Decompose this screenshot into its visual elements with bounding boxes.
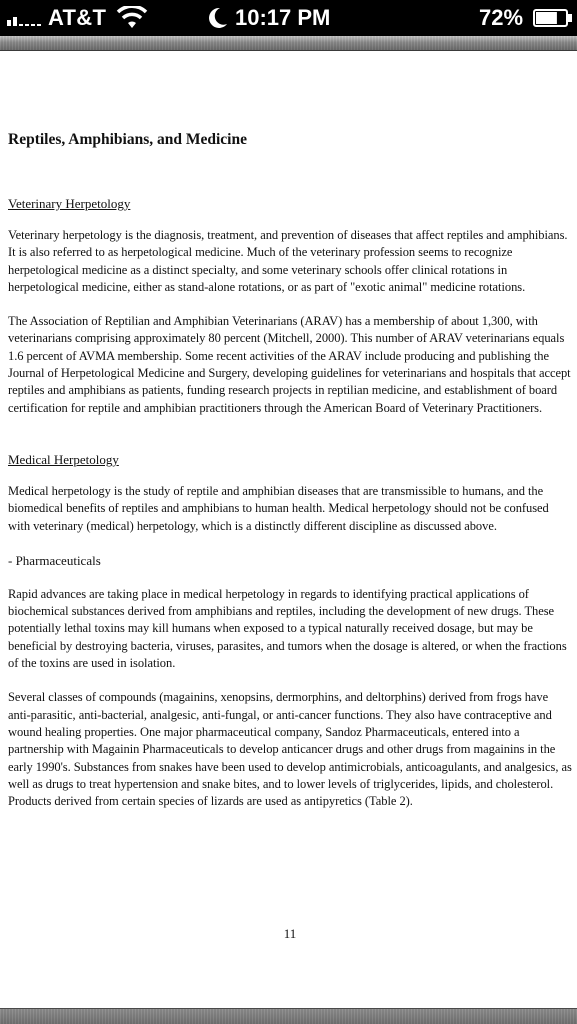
top-toolbar	[0, 36, 577, 51]
battery-icon	[533, 9, 573, 27]
battery-fill	[536, 12, 557, 24]
document-title: Reptiles, Amphibians, and Medicine	[8, 131, 247, 148]
wifi-icon	[116, 6, 148, 30]
document-page	[8, 130, 573, 810]
paragraph: Several classes of compounds (magainins, xenopsins, dermorphins, and deltorphins) derived from frogs have anti-parasitic, anti-bacterial, analgesic, anti-fungal, or anti-cancer functions. They also have contraceptive and wound healing properties. One major pharmaceutical company, Sandoz Pharmaceuticals, entered into a partnership with Magainin Pharmaceuticals to develop anticancer drugs and other drugs from magainins in the early 1990's. Substances from snakes have been used to develop antimicrobials, anticoagulants, and analgesics, as well as drugs to treat hypertension and snake bites, and to lower levels of triglycerides, lipids, and cholesterol. Products derived from certain species of lizards are used as antipyretics (Table 2).	[8, 690, 572, 809]
clock-time: 10:17 PM	[235, 5, 331, 30]
section-heading-medical: Medical Herpetology	[8, 451, 119, 467]
subheading-pharmaceuticals: - Pharmaceuticals	[8, 552, 101, 568]
paragraph: Veterinary herpetology is the diagnosis, treatment, and prevention of diseases that affect reptiles and amphibians. It is also referred to as herpetological medicine. Much of the veterinary profession seems to recognize herpetological medicine as a distinct specialty, and some veterinary schools offer clinical rotations in herpetological medicine, either as stand-alone rotations, or as part of "exotic animal" medicine rotations.	[8, 228, 568, 294]
paragraph: The Association of Reptilian and Amphibian Veterinarians (ARAV) has a membership of about 1,300, with veterinarians comprising approximately 80 percent (Mitchell, 2000). This number of ARAV veterinarians equals 1.6 percent of AVMA membership. Some recent activities of the ARAV include producing and publishing the Journal of Herpetological Medicine and Surgery, developing guidelines for veterinarians and hospitals that accept reptiles and amphibians as patients, funding research projects in reptilian medicine, and establishment of board certification for reptile and amphibian practitioners through the American Board of Veterinary Practitioners.	[8, 314, 571, 415]
bottom-toolbar	[0, 1008, 577, 1024]
paragraph: Medical herpetology is the study of reptile and amphibian diseases that are transmissible to humans, and the biomedical benefits of reptiles and amphibians to human health. Medical herpetology should not be confused with veterinary (medical) herpetology, which is a distinctly different discipline as discussed above.	[8, 483, 549, 533]
paragraph: Rapid advances are taking place in medical herpetology in regards to identifying practical applications of biochemical substances derived from amphibians and reptiles, including the development of new drugs. These potentially lethal toxins may kill humans when exposed to a typical naturally received dosage, but may be beneficial by destroying bacteria, viruses, parasites, and tumors when the dosage is altered, or when the fractions of the toxins are used in isolation.	[8, 586, 567, 671]
carrier-name: AT&T	[48, 5, 107, 30]
section-heading-veterinary: Veterinary Herpetology	[8, 196, 131, 211]
signal-icon	[7, 0, 45, 36]
status-bar	[0, 0, 577, 36]
battery-percent: 72%	[479, 5, 524, 30]
page-number: 11	[283, 926, 297, 941]
moon-icon	[207, 6, 229, 30]
